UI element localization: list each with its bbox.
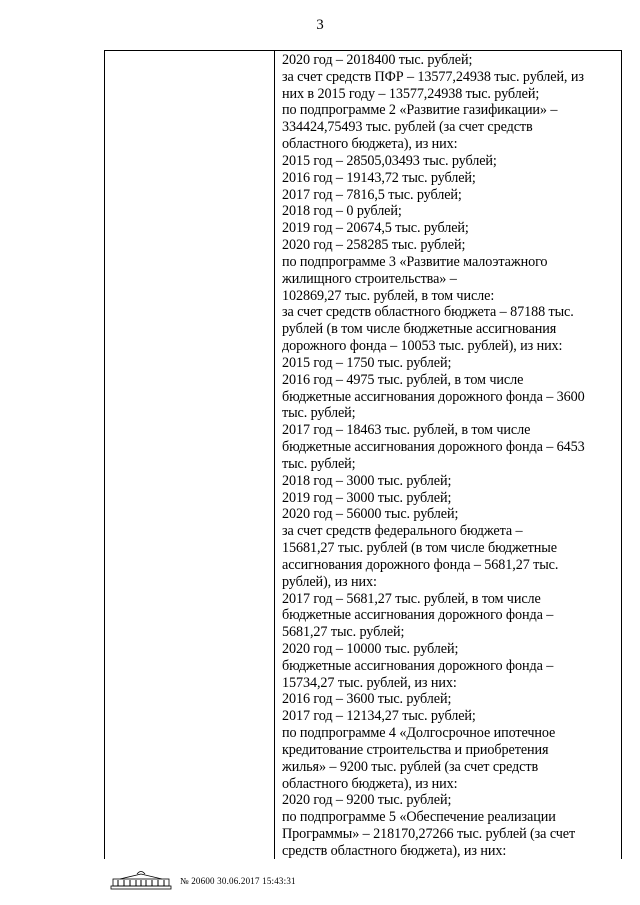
text-line: бюджетные ассигнования дорожного фонда – 6453 <box>282 439 585 456</box>
text-line: 102869,27 тыс. рублей, в том числе: <box>282 287 495 304</box>
text-line: областного бюджета), из них: <box>282 136 458 153</box>
text-line: 2016 год – 19143,72 тыс. рублей; <box>282 169 476 186</box>
text-line: 5681,27 тыс. рублей; <box>282 624 405 641</box>
text-line: по подпрограмме 3 «Развитие малоэтажного <box>282 253 548 270</box>
text-line: 2018 год – 0 рублей; <box>282 203 402 220</box>
text-line: жилья» – 9200 тыс. рублей (за счет средств <box>282 758 539 775</box>
page-number: 3 <box>316 17 324 33</box>
text-line: 2016 год – 4975 тыс. рублей, в том числе <box>282 371 524 388</box>
text-line: 2015 год – 1750 тыс. рублей; <box>282 354 452 371</box>
text-line: 2017 год – 7816,5 тыс. рублей; <box>282 186 462 203</box>
text-line: рублей (в том числе бюджетные ассигнования <box>282 321 557 338</box>
text-line: тыс. рублей; <box>282 455 356 472</box>
text-line: 2017 год – 5681,27 тыс. рублей, в том числе <box>282 590 541 607</box>
text-line: дорожного фонда – 10053 тыс. рублей), из них: <box>282 338 563 355</box>
text-line: тыс. рублей; <box>282 405 356 422</box>
text-line: 2020 год – 9200 тыс. рублей; <box>282 792 452 809</box>
text-line: 2020 год – 56000 тыс. рублей; <box>282 506 459 523</box>
stamp-text: № 20600 30.06.2017 15:43:31 <box>180 876 296 886</box>
text-line: 2016 год – 3600 тыс. рублей; <box>282 691 452 708</box>
text-line: по подпрограмме 4 «Долгосрочное ипотечное <box>282 725 556 742</box>
document-stamp <box>110 870 410 890</box>
text-line: 334424,75493 тыс. рублей (за счет средств <box>282 119 533 136</box>
text-line: 2019 год – 3000 тыс. рублей; <box>282 489 452 506</box>
text-line: за счет средств областного бюджета – 87188 тыс. <box>282 304 574 321</box>
text-line: 2020 год – 2018400 тыс. рублей; <box>282 52 473 68</box>
building-logo-icon <box>110 870 172 890</box>
text-line: бюджетные ассигнования дорожного фонда – 3600 <box>282 388 585 405</box>
text-line: 2020 год – 258285 тыс. рублей; <box>282 237 466 254</box>
table-left-column <box>105 51 275 859</box>
document-table <box>104 50 622 859</box>
text-line: средств областного бюджета), из них: <box>282 842 507 859</box>
text-line: 2018 год – 3000 тыс. рублей; <box>282 472 452 489</box>
text-line: бюджетные ассигнования дорожного фонда – <box>282 607 554 624</box>
text-line: 2020 год – 10000 тыс. рублей; <box>282 640 459 657</box>
text-line: них в 2015 году – 13577,24938 тыс. рублей; <box>282 85 540 102</box>
table-right-column <box>275 51 621 859</box>
text-line: 15681,27 тыс. рублей (в том числе бюджетные <box>282 540 557 557</box>
text-line: по подпрограмме 2 «Развитие газификации» – <box>282 102 558 119</box>
text-line: кредитование строительства и приобретения <box>282 741 549 758</box>
text-line: 2017 год – 12134,27 тыс. рублей; <box>282 708 476 725</box>
text-line: областного бюджета), из них: <box>282 775 458 792</box>
text-line: рублей), из них: <box>282 573 377 590</box>
text-line: Программы» – 218170,27266 тыс. рублей (за счет <box>282 826 576 843</box>
text-line: 2015 год – 28505,03493 тыс. рублей; <box>282 152 497 169</box>
text-line: 2019 год – 20674,5 тыс. рублей; <box>282 220 469 237</box>
text-line: по подпрограмме 5 «Обеспечение реализации <box>282 809 556 826</box>
text-line: бюджетные ассигнования дорожного фонда – <box>282 657 554 674</box>
text-line: жилищного строительства» – <box>282 270 457 287</box>
text-line: ассигнования дорожного фонда – 5681,27 тыс. <box>282 556 559 573</box>
text-line: за счет средств ПФР – 13577,24938 тыс. рублей, из <box>282 68 584 85</box>
text-line: 2017 год – 18463 тыс. рублей, в том числе <box>282 422 531 439</box>
text-line: 15734,27 тыс. рублей, из них: <box>282 674 457 691</box>
text-line: за счет средств федерального бюджета – <box>282 523 523 540</box>
